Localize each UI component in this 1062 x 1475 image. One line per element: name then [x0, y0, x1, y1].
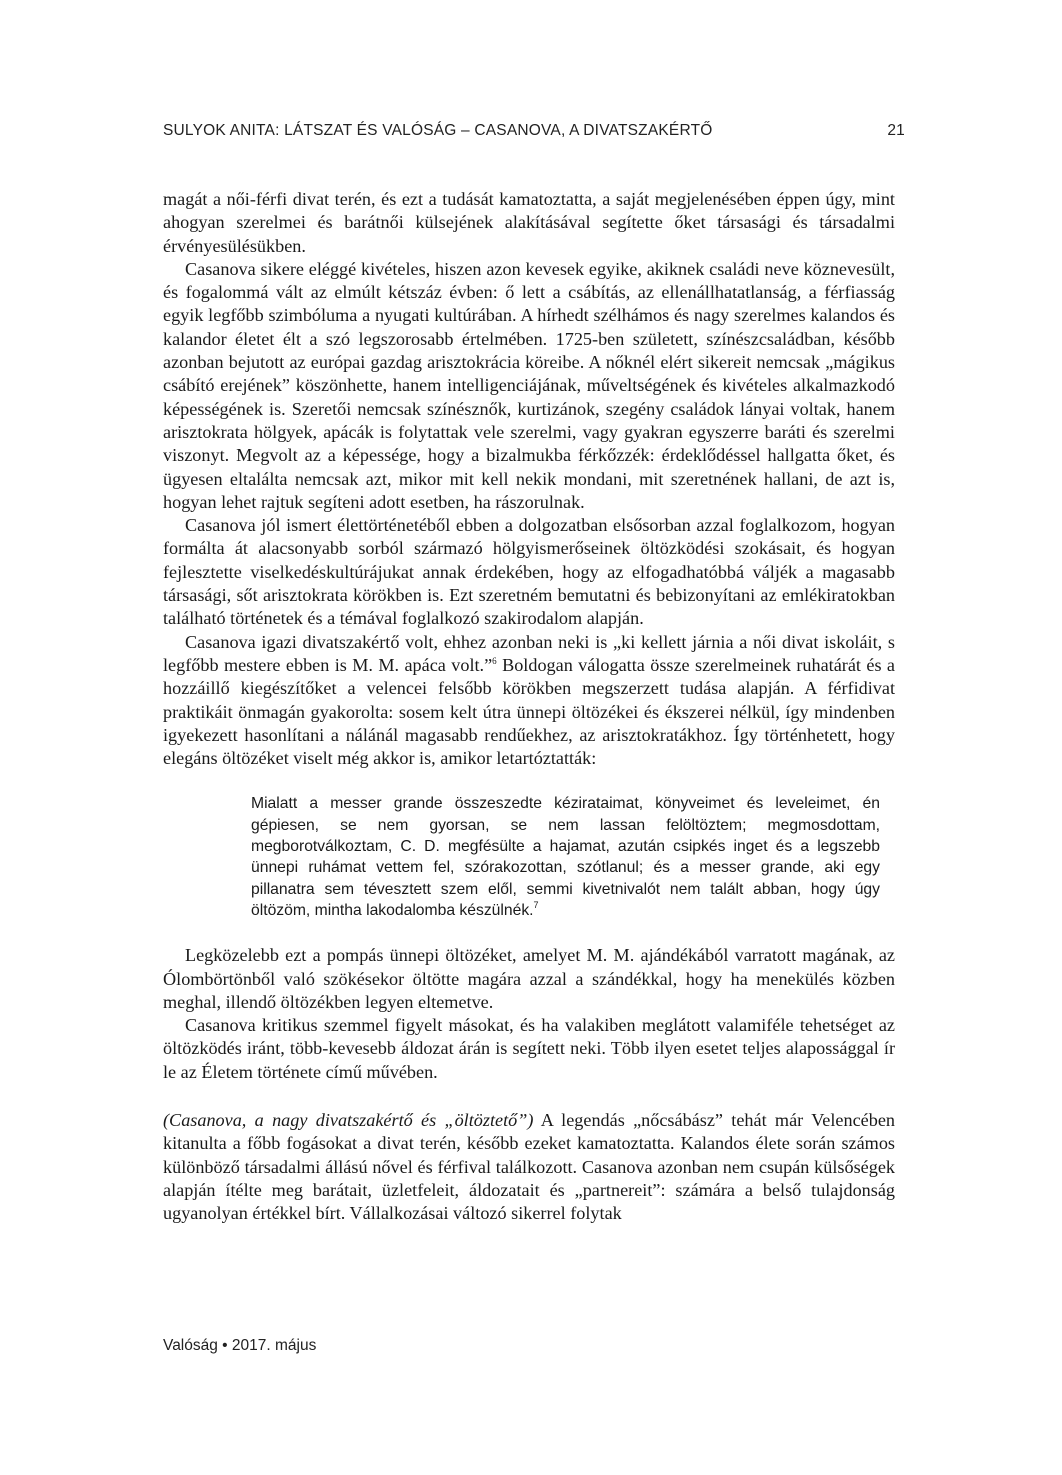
paragraph-7 [163, 1109, 895, 1225]
article-body [163, 188, 895, 1225]
paragraph-6: Casanova kritikus szemmel figyelt másokat, és ha valakiben meglátott valamiféle tehetséget az öltözködés iránt, több-kevesebb áldozat árán is segített neki. Több ilyen esetet teljes alapossággal ír le az Életem története című művében. [163, 1015, 895, 1082]
paragraph-3: Casanova jól ismert élettörténetéből ebben a dolgozatban elsősorban azzal foglalkozom, hogyan formálta át alacsonyabb sorból származó hölgyismerőseinek öltözködési szokásait, és hogyan fejlesztette viselkedéskultúrájukat annak érdekében, hogy az elfogadhatóbbá váljék a magasabb társasági, sőt arisztokrata körökben is. Ezt szeretném bemutatni és bebizonyítani az emlékiratokban található történetek és a témával foglalkozó szakirodalom alapján. [163, 515, 895, 629]
header-title: SULYOK ANITA: LÁTSZAT ÉS VALÓSÁG – CASANOVA, A DIVATSZAKÉRTŐ [163, 122, 713, 139]
paragraph-7-text: A legendás „nőcsábász” tehát már Velencében kitanulta a főbb fogásokat a divat terén, később ezeket kamatoztatta. Kalandos élete során számos különböző társadalmi állású nővel és férfival találkozott. Casanova azonban nem csupán külsőségek alapján ítélte meg barátait, üzletfeleit, áldozatait és „partnereit”: számára a belső tulajdonság ugyanolyan értékkel bírt. Vállalkozásai változó sikerrel folytak [163, 1109, 896, 1224]
paragraph-4-text-a: Casanova igazi divatszakértő volt, ehhez azonban neki is „ki kellett járnia a női divat iskoláit, s legfőbb mestere ebben is M. M. apáca volt.” [163, 631, 895, 675]
footer-journal: Valóság • 2017. május [163, 1337, 317, 1354]
section-heading: (Casanova, a nagy divatszakértő és „öltöztető”) [163, 1109, 534, 1130]
page-number: 21 [887, 122, 905, 139]
block-quote [251, 793, 880, 921]
paragraph-5: Legközelebb ezt a pompás ünnepi öltözéket, amelyet M. M. ajándékából varratott magának, az Ólombörtönből való szökésekor öltötte magára azzal a szándékkal, hogy ha menekülés közben meghal, illendő öltözékben legyen eltemetve. [163, 945, 895, 1012]
footnote-ref-6: 6 [492, 655, 497, 666]
paragraph-1: magát a női-férfi divat terén, és ezt a tudását kamatoztatta, a saját megjelenésében éppen úgy, mint ahogyan szerelmei és barátnői külsejének alakításával segítette őket társasági és társadalmi érvényesülésükben. [163, 189, 895, 256]
footnote-ref-7: 7 [533, 899, 539, 910]
paragraph-4 [163, 631, 895, 771]
paragraph-2: Casanova sikere eléggé kivételes, hiszen azon kevesek egyike, akiknek családi neve köznevesült, és fogalommá vált az elmúlt kétszáz évben: ő lett a csábítás, az ellenállhatatlanság, a férfiasság egyik legfőbb szimbóluma a nyugati kultúrában. A hírhedt szélhámos és nagy szerelmes kalandos és kalandor életet élt a szó legszorosabb értelmében. 1725-ben született, színészcsaládban, később azonban bejutott az európai gazdag arisztokrácia köreibe. A nőknél elért sikereit nemcsak „mágikus csábító erejének” köszönhette, hanem intelligenciájának, műveltségének és kivételes alkalmazkodó képességének is. Szeretői nemcsak színésznők, kurtizánok, szegény családok lányai voltak, hanem arisztokrata hölgyek, apácák is folytattak vele szerelmi, vagy gyakran egyszerre baráti és szerelmi viszonyt. Megvolt az a képessége, hogy a bizalmukba férkőzzék: érdeklődéssel hallgatta őket, és ügyesen eltalálta nemcsak azt, mikor mit kell nekik mondani, mit szeretnének hallani, de azt is, hogyan lehet rajtuk segíteni adott esetben, ha rászorulnak. [163, 258, 895, 512]
quote-text: Mialatt a messer grande összeszedte kézirataimat, könyveimet és leveleimet, én gépiesen, se nem gyorsan, se nem lassan felöltöztem; megmosdottam, megborotválkoztam, C. D. megfésülte a hajamat, azután csipkés inget és a legszebb ünnepi ruhámat vettem fel, szórakozottan, szótlanul; és a messer grande, aki egy pillanatra sem tévesztett szem elől, semmi kivetnivalót nem talált abban, hogy úgy öltözöm, mintha lakodalomba készülnék. [251, 795, 880, 919]
paragraph-4-text-b: Boldogan válogatta össze szerelmeinek ruhatárát és a hozzáillő kiegészítőket a velencei felsőbb körökben megszerzett tudása alapján. A férfidivat praktikáit önmagán gyakorolta: sosem kelt útra ünnepi öltözékei és ékszerei nélkül, így mindenben igyekezett hasonlítani a nálánál magasabb rendűekhez, az arisztokratákhoz. Így történhetett, hogy elegáns öltözéket viselt még akkor is, amikor letartóztatták: [163, 654, 895, 769]
